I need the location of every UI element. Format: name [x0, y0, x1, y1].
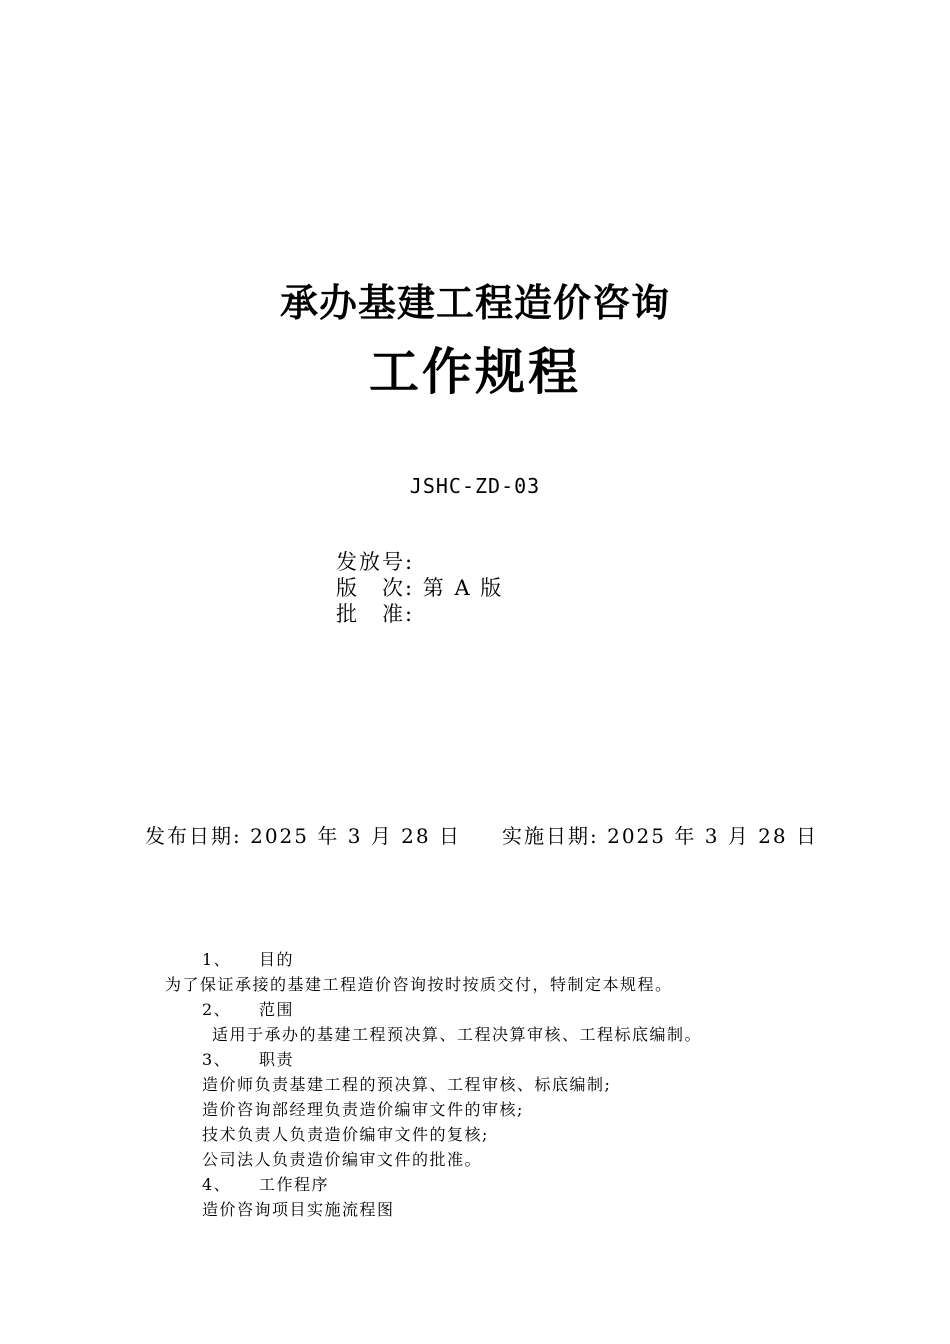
section-1-text: 为了保证承接的基建工程造价咨询按时按质交付，特制定本规程。: [165, 975, 673, 994]
section-2-heading: [202, 997, 294, 1020]
document-title-line2: 工作规程: [369, 342, 581, 401]
section-2-text: 适用于承办的基建工程预决算、工程决算审核、工程标底编制。: [212, 1025, 703, 1044]
section-3-number: 3、: [202, 1050, 232, 1069]
effective-date: 实施日期: 2025 年 3 月 28 日: [502, 824, 818, 848]
section-3-heading: [202, 1047, 294, 1070]
section-1-title: 目的: [259, 950, 295, 969]
approval-row: [336, 598, 414, 628]
document-title-line1: 承办基建工程造价咨询: [279, 280, 670, 325]
section-3-item: 造价咨询部经理负责造价编审文件的审核;: [202, 1100, 524, 1119]
section-1-heading: [202, 947, 294, 970]
section-4-heading: [202, 1172, 329, 1195]
section-4-text: 造价咨询项目实施流程图: [202, 1200, 395, 1219]
section-1-number: 1、: [202, 950, 232, 969]
distribution-number-label: 发放号:: [336, 550, 415, 574]
section-2-title: 范围: [259, 1000, 295, 1019]
section-3-title: 职责: [259, 1050, 295, 1069]
section-2-number: 2、: [202, 1000, 232, 1019]
section-3-item: 公司法人负责造价编审文件的批准。: [202, 1150, 483, 1169]
section-4-number: 4、: [202, 1175, 232, 1194]
version-value: 第 A 版: [422, 576, 504, 600]
approval-label: 批 准:: [336, 602, 415, 626]
section-3-item: 技术负责人负责造价编审文件的复核;: [202, 1125, 489, 1144]
section-4-title: 工作程序: [259, 1175, 330, 1194]
publish-date: 发布日期: 2025 年 3 月 28 日: [145, 824, 461, 848]
document-code: JSHC-ZD-03: [409, 474, 541, 498]
version-label: 版 次:: [336, 576, 415, 600]
section-3-item: 造价师负责基建工程的预决算、工程审核、标底编制;: [202, 1075, 612, 1094]
